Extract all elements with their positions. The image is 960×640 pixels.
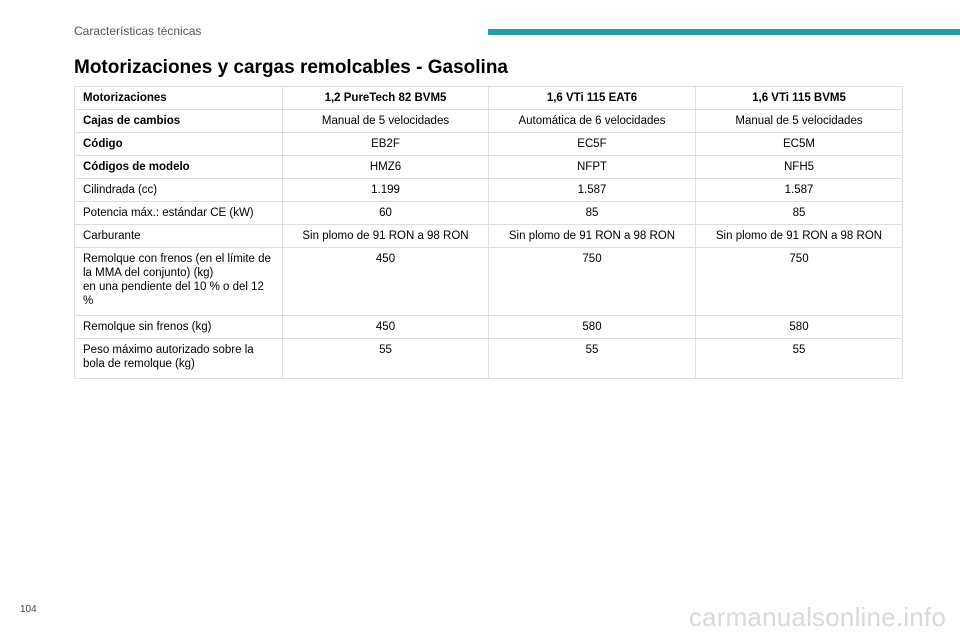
column-header: Motorizaciones [75, 87, 283, 110]
row-label: Remolque con frenos (en el límite de la MMA del conjunto) (kg) en una pendiente del 10 % o del 12 % [75, 248, 283, 316]
table-cell: 55 [696, 339, 903, 379]
table-row [75, 156, 903, 179]
table-cell: 750 [489, 248, 696, 316]
table-cell: 85 [489, 202, 696, 225]
table-cell: Manual de 5 velocidades [283, 110, 489, 133]
table-cell: 60 [283, 202, 489, 225]
table-cell: 1.587 [696, 179, 903, 202]
specs-table [74, 86, 903, 379]
table-cell: NFH5 [696, 156, 903, 179]
table-cell: EC5F [489, 133, 696, 156]
table-row [75, 133, 903, 156]
table-cell: Sin plomo de 91 RON a 98 RON [489, 225, 696, 248]
table-cell: EB2F [283, 133, 489, 156]
table-cell: 55 [489, 339, 696, 379]
column-header: 1,2 PureTech 82 BVM5 [283, 87, 489, 110]
table-cell: 1.587 [489, 179, 696, 202]
row-label: Peso máximo autorizado sobre la bola de remolque (kg) [75, 339, 283, 379]
table-cell: 1.199 [283, 179, 489, 202]
table-cell: 580 [489, 316, 696, 339]
table-cell: 580 [696, 316, 903, 339]
page-number: 104 [20, 604, 37, 615]
table-cell: Sin plomo de 91 RON a 98 RON [696, 225, 903, 248]
row-label: Códigos de modelo [75, 156, 283, 179]
column-header: 1,6 VTi 115 EAT6 [489, 87, 696, 110]
table-row [75, 202, 903, 225]
table-cell: 750 [696, 248, 903, 316]
table-cell: 55 [283, 339, 489, 379]
table-cell: HMZ6 [283, 156, 489, 179]
table-header-row [75, 87, 903, 110]
row-label: Carburante [75, 225, 283, 248]
row-label: Cajas de cambios [75, 110, 283, 133]
row-label: Cilindrada (cc) [75, 179, 283, 202]
accent-bar [488, 29, 960, 35]
table-cell: EC5M [696, 133, 903, 156]
table-row [75, 339, 903, 379]
table-cell: Sin plomo de 91 RON a 98 RON [283, 225, 489, 248]
row-label: Remolque sin frenos (kg) [75, 316, 283, 339]
table-row [75, 248, 903, 316]
table-row [75, 179, 903, 202]
section-header: Características técnicas [74, 24, 202, 38]
watermark: carmanualsonline.info [688, 602, 946, 632]
table-cell: Automática de 6 velocidades [489, 110, 696, 133]
table-row [75, 225, 903, 248]
table-cell: 450 [283, 248, 489, 316]
table-cell: NFPT [489, 156, 696, 179]
table-cell: Manual de 5 velocidades [696, 110, 903, 133]
row-label: Código [75, 133, 283, 156]
page-title: Motorizaciones y cargas remolcables - Gasolina [74, 57, 508, 78]
column-header: 1,6 VTi 115 BVM5 [696, 87, 903, 110]
table-cell: 450 [283, 316, 489, 339]
table-row [75, 316, 903, 339]
table-row [75, 110, 903, 133]
table-cell: 85 [696, 202, 903, 225]
row-label: Potencia máx.: estándar CE (kW) [75, 202, 283, 225]
